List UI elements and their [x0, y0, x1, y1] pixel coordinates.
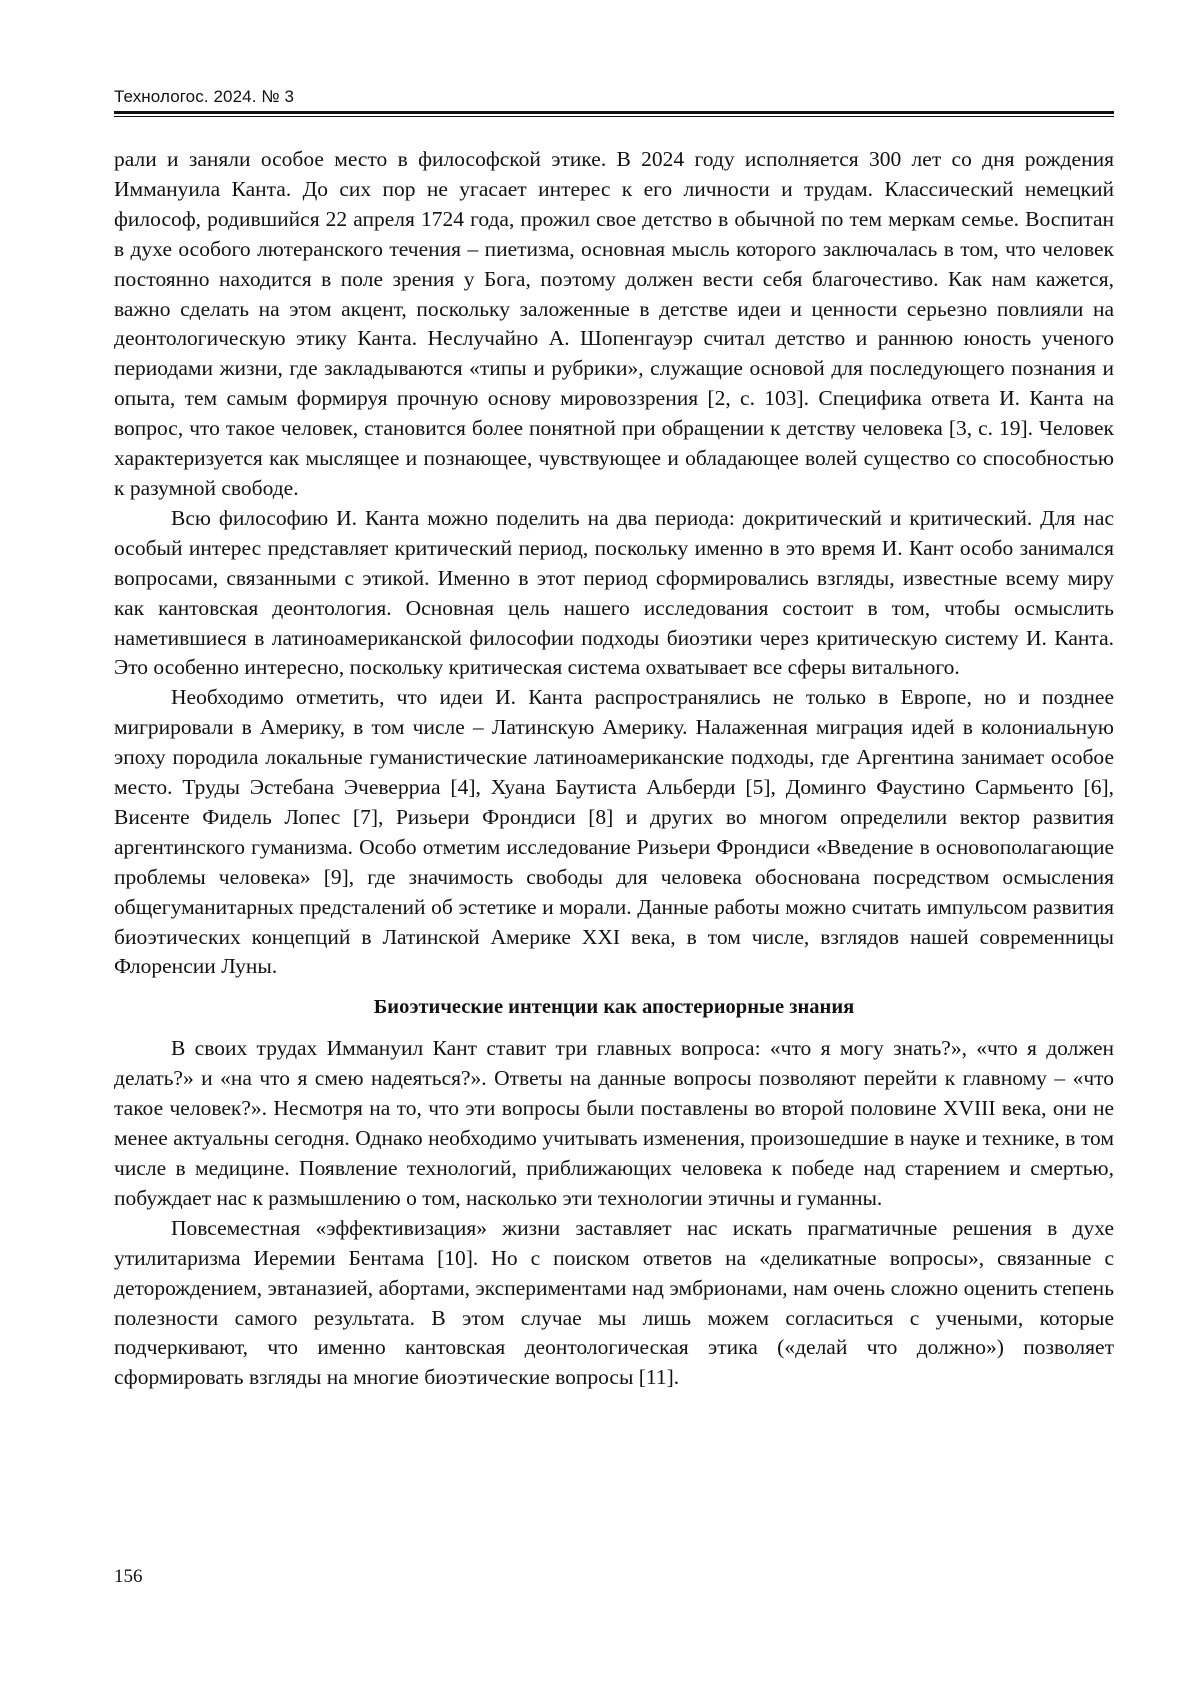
article-body — [114, 145, 1114, 1393]
header-rule-thick — [114, 111, 1114, 114]
paragraph-latin-america: Необходимо отметить, что идеи И. Канта распространялись не только в Европе, но и позднее мигрировали в Америку, в том числе – Латинскую Америку. Налаженная миграция идей в колониальную эпоху породила локальные гуманистические латиноамериканские подходы, где Аргентина занимает особое место. Труды Эстебана Эчеверриа [4], Хуана Баутиста Альберди [5], Доминго Фаустино Сармьенто [6], Висенте Фидель Лопес [7], Ризьери Фрондиси [8] и других во многом определили вектор развития аргентинского гуманизма. Особо отметим исследование Ризьери Фрондиси «Введение в основополагающие проблемы человека» [9], где значимость свободы для человека обоснована посредством осмысления общегуманитарных предсталений об эстетике и морали. Данные работы можно считать импульсом развития биоэтических концепций в Латинской Америке XXI века, в том числе, взглядов нашей современницы Флоренсии Луны. — [114, 685, 1114, 979]
paragraph-utilitarianism: Повсеместная «эффективизация» жизни заставляет нас искать прагматичные решения в духе утилитаризма Иеремии Бентама [10]. Но с поиском ответов на «деликатные вопросы», связанные с деторождением, эвтаназией, абортами, экспериментами над эмбрионами, нам очень сложно оценить степень полезности самого результата. В этом случае мы лишь можем согласиться с учеными, которые подчеркивают, что именно кантовская деонтологическая этика («делай что должно») позволяет сформировать взгляды на многие биоэтические вопросы [11]. — [114, 1215, 1114, 1390]
page-number: 156 — [114, 1566, 143, 1587]
section-heading: Биоэтические интенции как апостериорные знания — [373, 996, 855, 1019]
paragraph-kant-periods: Всю философию И. Канта можно поделить на два периода: докритический и критический. Для нас особый интерес представляет критический период, поскольку именно в это время И. Кант особо занимался вопросами, связанными с этикой. Именно в этот период сформировались взгляды, известные всему миру как кантовская деонтология. Основная цель нашего исследования состоит в том, чтобы осмыслить наметившиеся в латиноамериканской философии подходы биоэтики через критическую систему И. Канта. Это особенно интересно, поскольку критическая система охватывает все сферы витального. — [114, 505, 1114, 680]
paragraph-continued: рали и заняли особое место в философской этике. В 2024 году исполняется 300 лет со дня рождения Иммануила Канта. До сих пор не угасает интерес к его личности и трудам. Классический немецкий философ, родившийся 22 апреля 1724 года, прожил свое детство в обычной по тем меркам семье. Воспитан в духе особого лютеранского течения – пиетизма, основная мысль которого заключалась в том, что человек постоянно находится в поле зрения у Бога, поэтому должен вести себя благочестиво. Как нам кажется, важно сделать на этом акцент, поскольку заложенные в детстве идеи и ценности серьезно повлияли на деонтологическую этику Канта. Неслучайно А. Шопенгауэр считал детство и раннюю юность ученого периодами жизни, где закладываются «типы и рубрики», служащие основой для последующего познания и опыта, тем самым формируя прочную основу мировоззрения [2, с. 103]. Специфика ответа И. Канта на вопрос, что такое человек, становится более понятной при обращении к детству человека [3, с. 19]. Человек характеризуется как мыслящее и познающее, чувствующее и обладающее волей существо со способностью к разумной свободе. — [114, 147, 1114, 500]
header-rule-thin — [114, 116, 1114, 117]
paragraph-kant-questions: В своих трудах Иммануил Кант ставит три главных вопроса: «что я могу знать?», «что я должен делать?» и «на что я смею надеяться?». Ответы на данные вопросы позволяют перейти к главному – «что такое человек?». Несмотря на то, что эти вопросы были поставлены во второй половине XVIII века, они не менее актуальны сегодня. Однако необходимо учитывать изменения, произошедшие в науке и технике, в том числе в медицине. Появление технологий, приближающих человека к победе над старением и смертью, побуждает нас к размышлению о том, насколько эти технологии этичны и гуманны. — [114, 1036, 1114, 1210]
running-head: Технологос. 2024. № 3 — [114, 87, 295, 106]
